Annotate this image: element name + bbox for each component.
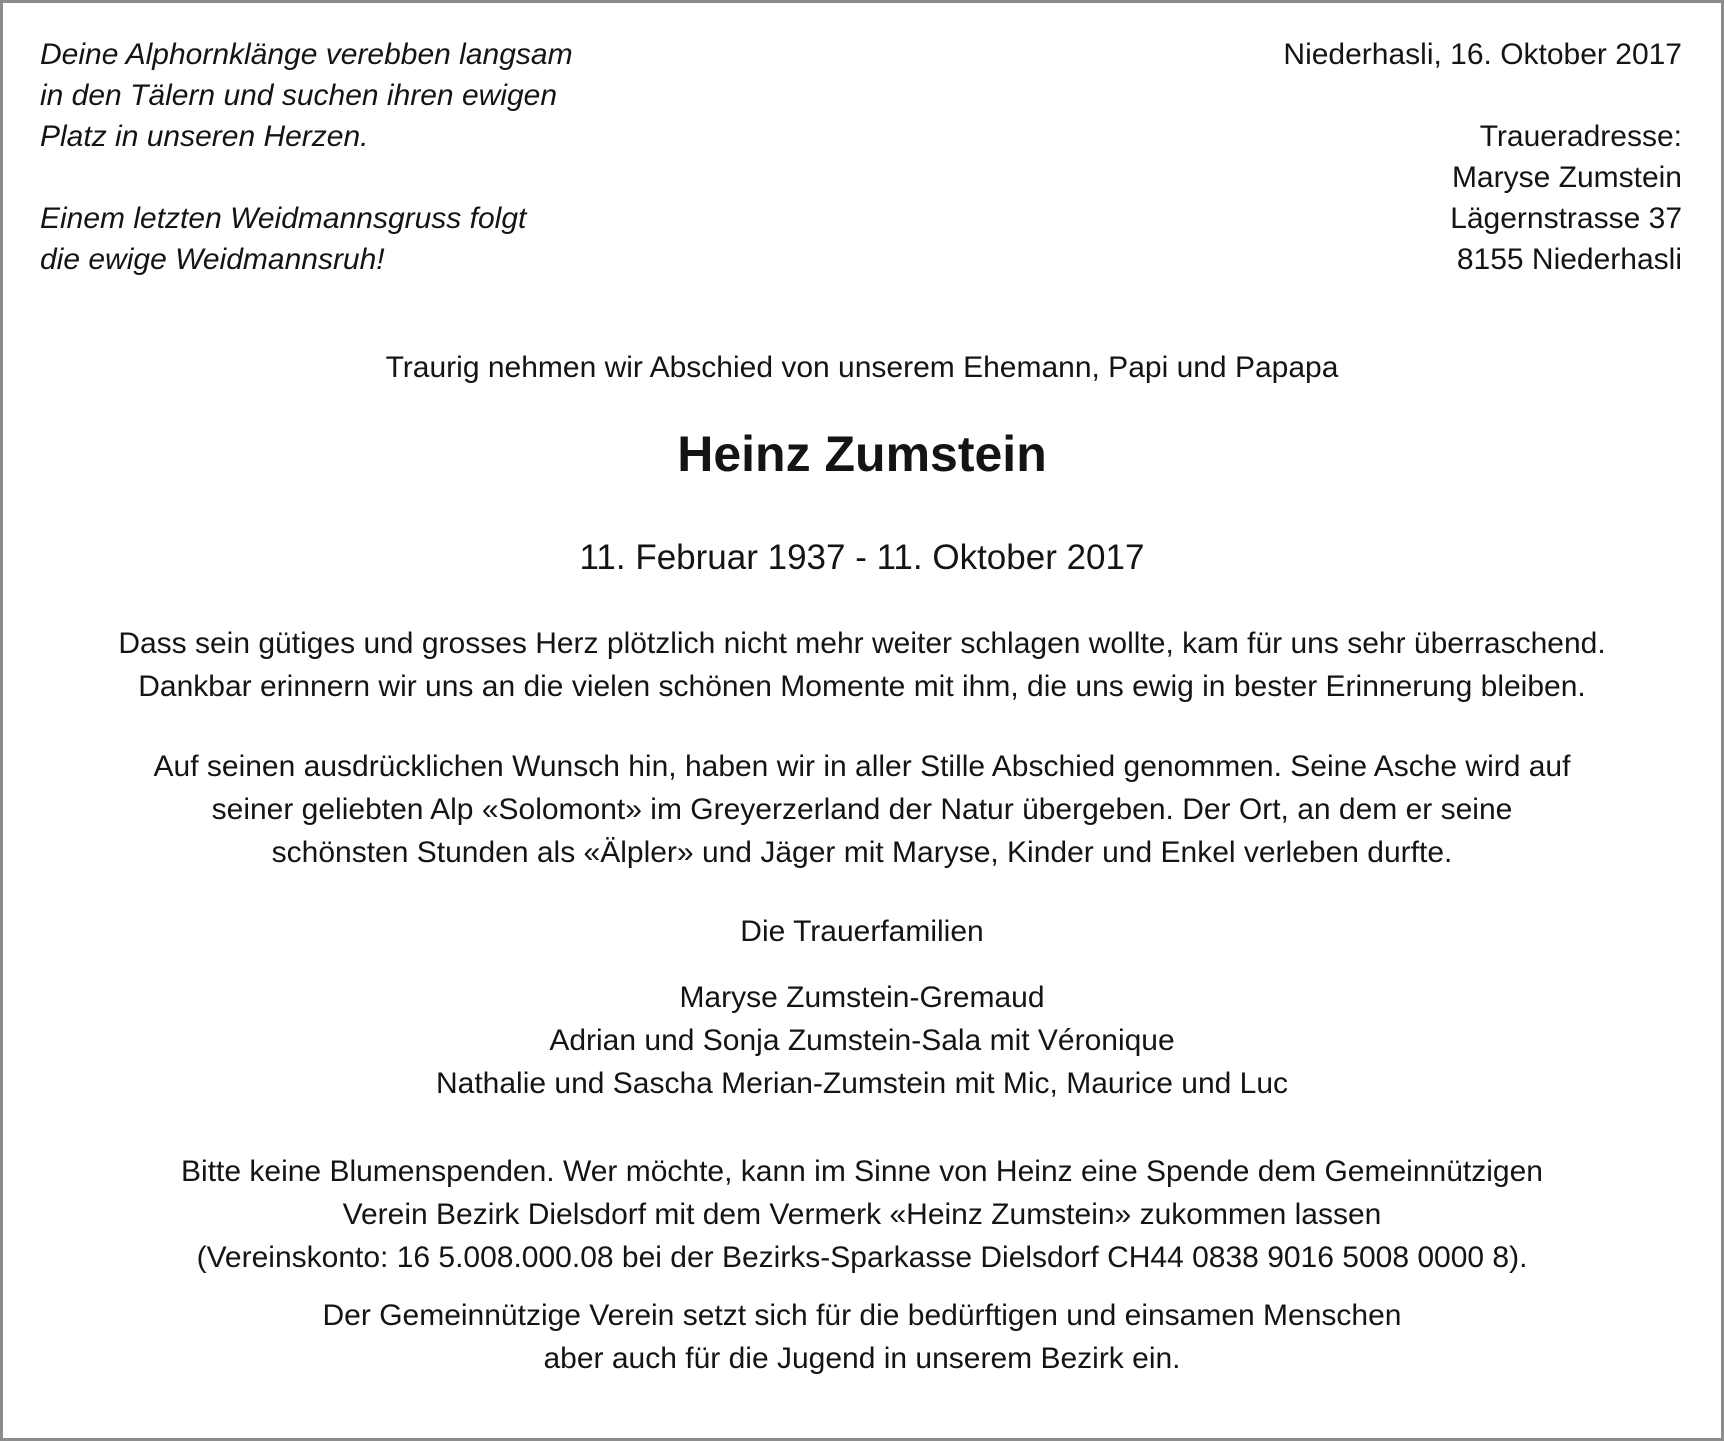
text-line: schönsten Stunden als «Älpler» und Jäger mit Maryse, Kinder und Enkel verleben durfte. — [271, 836, 1453, 869]
verse-stanza-1 — [40, 34, 573, 157]
text-line: Dass sein gütiges und grosses Herz plötzlich nicht mehr weiter schlagen wollte, kam für uns sehr überraschend. — [118, 627, 1606, 660]
verse-line: Einem letzten Weidmannsgruss folgt — [40, 202, 527, 235]
text-line: Auf seinen ausdrücklichen Wunsch hin, haben wir in aller Stille Abschied genommen. Seine Asche wird auf — [153, 750, 1571, 783]
text-line: Dankbar erinnern wir uns an die vielen schönen Momente mit ihm, die uns ewig in bester Erinnerung bleiben. — [138, 670, 1586, 703]
place-date: Niederhasli, 16. Oktober 2017 — [1283, 38, 1682, 71]
address-street: Lägernstrasse 37 — [1450, 202, 1682, 235]
mourning-address — [1283, 34, 1682, 280]
paragraph-wish — [0, 745, 1724, 874]
families-heading: Die Trauerfamilien — [740, 915, 984, 948]
paragraph-heart — [0, 622, 1724, 708]
verse-stanza-2 — [40, 198, 573, 280]
family-list — [0, 976, 1724, 1105]
text-line: Bitte keine Blumenspenden. Wer möchte, kann im Sinne von Heinz eine Spende dem Gemeinnützigen — [181, 1155, 1543, 1188]
verse-line: Platz in unseren Herzen. — [40, 120, 369, 153]
family-member: Nathalie und Sascha Merian-Zumstein mit Mic, Maurice und Luc — [435, 1067, 1289, 1100]
family-member: Maryse Zumstein-Gremaud — [679, 981, 1045, 1014]
donation-note — [0, 1150, 1724, 1279]
address-city: 8155 Niederhasli — [1456, 243, 1682, 276]
intro-text: Traurig nehmen wir Abschied von unserem Ehemann, Papi und Papapa — [385, 351, 1339, 384]
deceased-name: Heinz Zumstein — [677, 426, 1047, 482]
verse-line: Deine Alphornklänge verebben langsam — [40, 38, 573, 71]
life-dates: 11. Februar 1937 - 11. Oktober 2017 — [579, 538, 1145, 577]
verse-line: in den Tälern und suchen ihren ewigen — [40, 79, 558, 112]
address-label: Traueradresse: — [1479, 120, 1682, 153]
text-line: seiner geliebten Alp «Solomont» im Greyerzerland der Natur übergeben. Der Ort, an dem er seine — [211, 793, 1513, 826]
text-line: Verein Bezirk Dielsdorf mit dem Vermerk «Heinz Zumstein» zukommen lassen — [342, 1198, 1382, 1231]
memorial-verse — [40, 34, 573, 280]
address-name: Maryse Zumstein — [1451, 161, 1682, 194]
text-line: (Vereinskonto: 16 5.008.000.08 bei der Bezirks-Sparkasse Dielsdorf CH44 0838 9016 5008 0000 8). — [196, 1241, 1528, 1274]
family-member: Adrian und Sonja Zumstein-Sala mit Véronique — [549, 1024, 1175, 1057]
text-line: Der Gemeinnützige Verein setzt sich für die bedürftigen und einsamen Menschen — [322, 1299, 1402, 1332]
verse-line: die ewige Weidmannsruh! — [40, 243, 385, 276]
closing-note — [0, 1294, 1724, 1380]
text-line: aber auch für die Jugend in unserem Bezirk ein. — [543, 1342, 1181, 1375]
